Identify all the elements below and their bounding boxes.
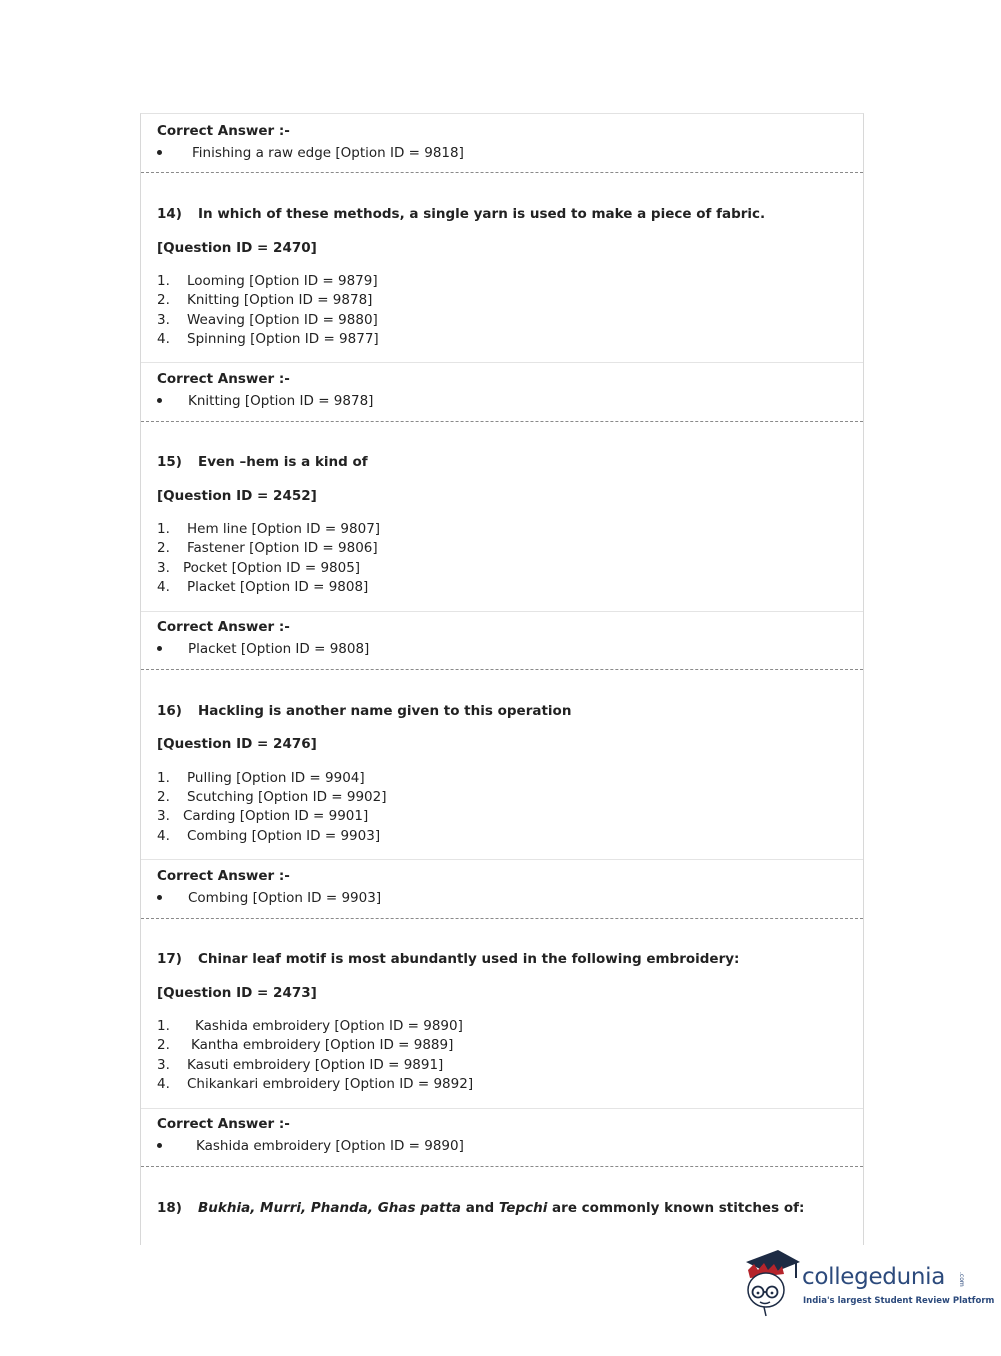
option-number: 2. (157, 292, 170, 308)
option-item (157, 828, 380, 844)
question-text: Hackling is another name given to this operation (198, 703, 572, 719)
correct-answer-row (157, 1138, 464, 1154)
dashed-separator (141, 172, 863, 173)
question-16-title (157, 703, 571, 719)
option-number: 1. (157, 521, 170, 537)
correct-answer-label: Correct Answer :- (157, 619, 290, 635)
dashed-separator (141, 669, 863, 670)
dashed-separator (141, 1166, 863, 1167)
dashed-separator (141, 421, 863, 422)
section-divider (141, 362, 863, 363)
question-id: [Question ID = 2470] (157, 240, 317, 256)
question-text: Chinar leaf motif is most abundantly used in the following embroidery: (198, 951, 740, 967)
question-number: 15) (157, 454, 182, 470)
option-item (157, 808, 368, 824)
section-divider (141, 1108, 863, 1109)
option-item (157, 273, 378, 289)
option-item (157, 540, 378, 556)
option-number: 3. (157, 1057, 170, 1073)
question-text-italic: Bukhia, Murri, Phanda, Ghas patta (198, 1200, 462, 1216)
option-text: Spinning [Option ID = 9877] (187, 331, 379, 347)
logo-tagline: India's largest Student Review Platform (803, 1296, 995, 1306)
correct-answer-label: Correct Answer :- (157, 371, 290, 387)
question-17-title (157, 951, 739, 967)
option-item (157, 1037, 453, 1053)
option-item (157, 789, 387, 805)
option-number: 1. (157, 770, 170, 786)
option-number: 2. (157, 789, 170, 805)
dashed-separator (141, 918, 863, 919)
question-text: Even –hem is a kind of (198, 454, 368, 470)
option-item (157, 770, 365, 786)
option-text: Knitting [Option ID = 9878] (187, 292, 373, 308)
option-text: Combing [Option ID = 9903] (187, 828, 381, 844)
option-item (157, 1076, 473, 1092)
collegedunia-logo[interactable] (740, 1248, 995, 1318)
question-text: are commonly known stitches of: (547, 1200, 805, 1216)
option-number: 1. (157, 1018, 170, 1034)
mascot-icon (740, 1248, 804, 1318)
option-number: 1. (157, 273, 170, 289)
bullet-icon (157, 1143, 162, 1148)
question-15-title (157, 454, 368, 470)
option-text: Carding [Option ID = 9901] (183, 808, 369, 824)
option-item (157, 521, 380, 537)
option-number: 4. (157, 331, 170, 347)
correct-answer-label: Correct Answer :- (157, 123, 290, 139)
question-number: 17) (157, 951, 182, 967)
question-text: and (461, 1200, 499, 1216)
correct-answer-row (157, 145, 464, 161)
correct-answer-label: Correct Answer :- (157, 1116, 290, 1132)
option-text: Pocket [Option ID = 9805] (183, 560, 361, 576)
option-text: Kasuti embroidery [Option ID = 9891] (187, 1057, 444, 1073)
correct-answer-value: Kashida embroidery [Option ID = 9890] (196, 1138, 464, 1154)
section-divider (141, 611, 863, 612)
question-number: 16) (157, 703, 182, 719)
option-text: Chikankari embroidery [Option ID = 9892] (187, 1076, 474, 1092)
question-text: In which of these methods, a single yarn is used to make a piece of fabric. (198, 206, 766, 222)
bullet-icon (157, 398, 162, 403)
question-18-title (157, 1200, 804, 1216)
question-number: 18) (157, 1200, 182, 1216)
bullet-icon (157, 646, 162, 651)
option-text: Looming [Option ID = 9879] (187, 273, 378, 289)
option-text: Kantha embroidery [Option ID = 9889] (191, 1037, 454, 1053)
option-item (157, 292, 372, 308)
bullet-icon (157, 895, 162, 900)
correct-answer-row (157, 890, 381, 906)
option-item (157, 312, 378, 328)
option-item (157, 560, 360, 576)
question-14-title (157, 206, 765, 222)
option-number: 4. (157, 579, 170, 595)
question-id: [Question ID = 2473] (157, 985, 317, 1001)
option-text: Placket [Option ID = 9808] (187, 579, 369, 595)
correct-answer-row (157, 393, 373, 409)
correct-answer-value: Finishing a raw edge [Option ID = 9818] (192, 145, 464, 161)
option-number: 4. (157, 828, 170, 844)
correct-answer-value: Placket [Option ID = 9808] (188, 641, 370, 657)
option-item (157, 1057, 443, 1073)
option-number: 4. (157, 1076, 170, 1092)
correct-answer-value: Knitting [Option ID = 9878] (188, 393, 374, 409)
logo-wordmark: collegedunia (802, 1264, 946, 1290)
question-paper-frame (140, 113, 864, 1245)
option-text: Kashida embroidery [Option ID = 9890] (195, 1018, 463, 1034)
correct-answer-label: Correct Answer :- (157, 868, 290, 884)
section-divider (141, 859, 863, 860)
question-text-italic: Tepchi (498, 1200, 548, 1216)
question-number: 14) (157, 206, 182, 222)
option-number: 2. (157, 540, 170, 556)
option-text: Fastener [Option ID = 9806] (187, 540, 378, 556)
option-number: 2. (157, 1037, 170, 1053)
option-text: Hem line [Option ID = 9807] (187, 521, 381, 537)
option-number: 3. (157, 312, 170, 328)
option-number: 3. (157, 808, 170, 824)
correct-answer-value: Combing [Option ID = 9903] (188, 890, 382, 906)
correct-answer-row (157, 641, 369, 657)
option-item (157, 1018, 463, 1034)
option-item (157, 579, 368, 595)
option-item (157, 331, 379, 347)
question-id: [Question ID = 2476] (157, 736, 317, 752)
question-id: [Question ID = 2452] (157, 488, 317, 504)
bullet-icon (157, 150, 162, 155)
option-text: Pulling [Option ID = 9904] (187, 770, 365, 786)
logo-com: .com (958, 1272, 965, 1287)
option-text: Scutching [Option ID = 9902] (187, 789, 387, 805)
option-number: 3. (157, 560, 170, 576)
option-text: Weaving [Option ID = 9880] (187, 312, 378, 328)
